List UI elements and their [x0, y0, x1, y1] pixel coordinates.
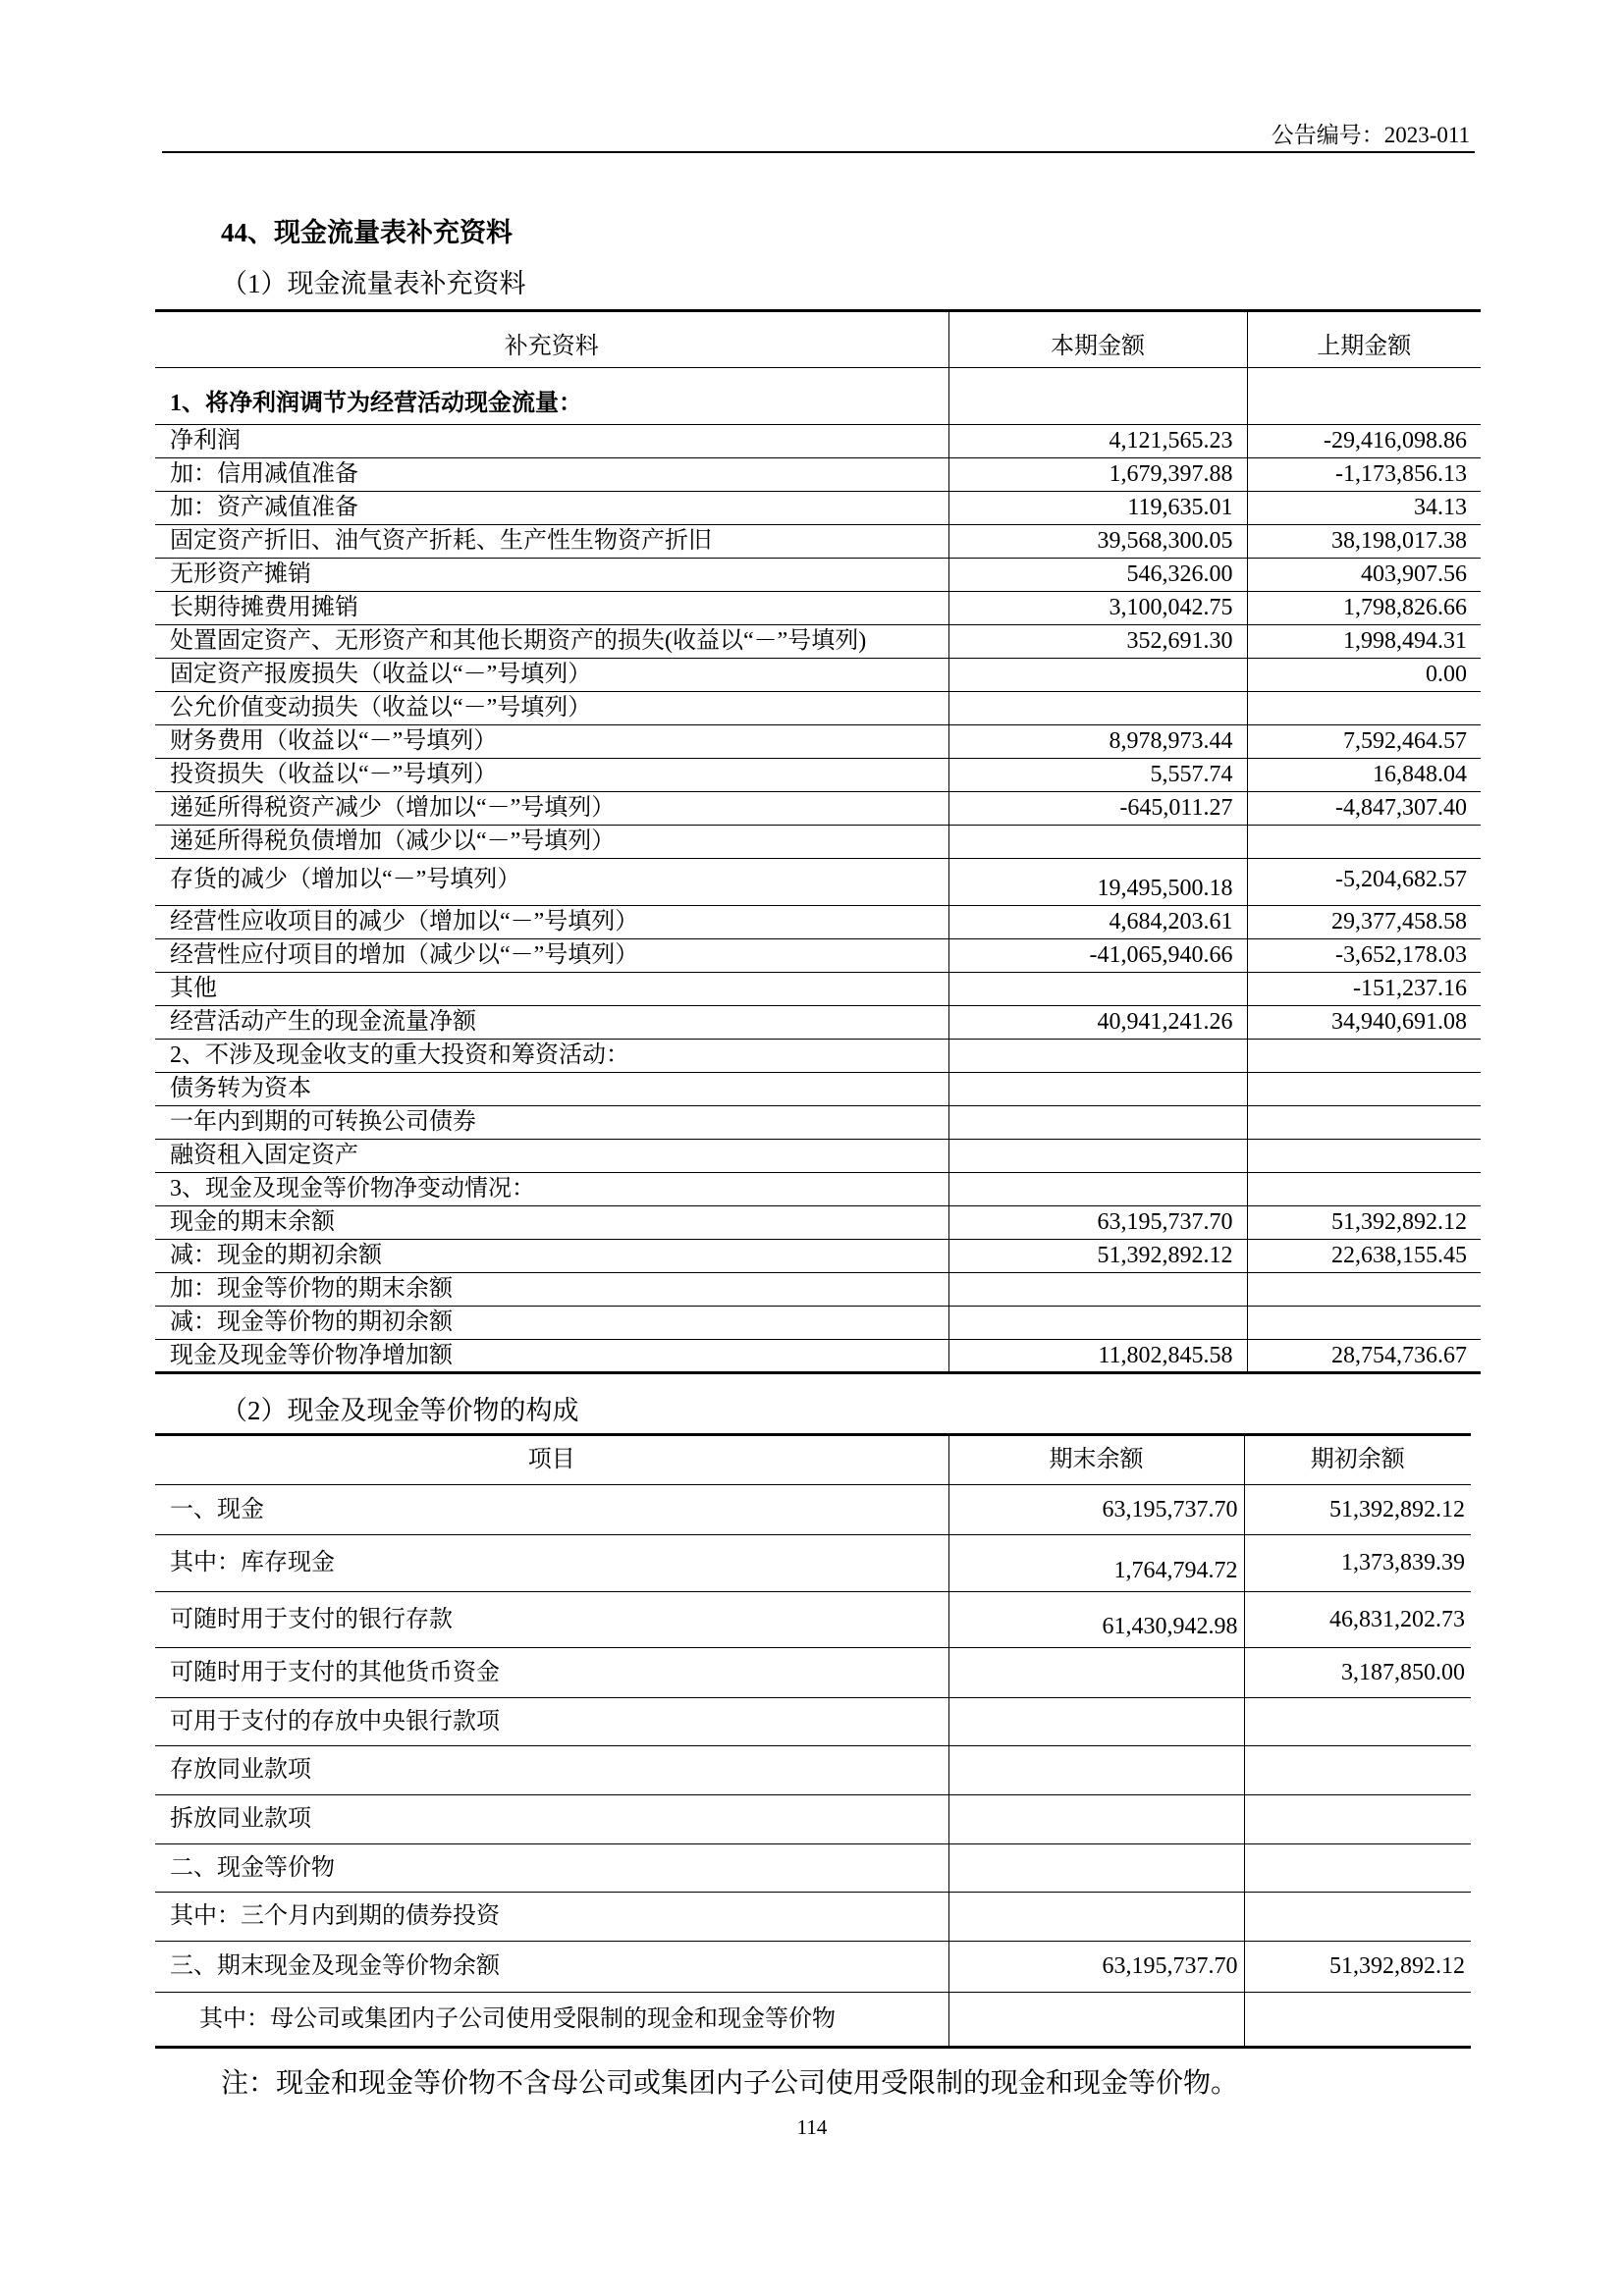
current-period-amount: 40,941,241.26 [948, 1006, 1247, 1040]
table-row [155, 792, 1481, 826]
current-period-amount: -645,011.27 [948, 792, 1247, 826]
current-period-amount [948, 659, 1247, 692]
ending-balance [948, 1795, 1244, 1844]
beginning-balance [1244, 1993, 1471, 2048]
current-period-amount [948, 692, 1247, 725]
beginning-balance: 1,373,839.39 [1244, 1535, 1471, 1592]
previous-period-amount [1247, 1073, 1481, 1106]
row-label: 财务费用（收益以“－”号填列） [155, 725, 948, 759]
beginning-balance: 46,831,202.73 [1244, 1592, 1471, 1648]
previous-period-amount: 0.00 [1247, 659, 1481, 692]
row-label: 一年内到期的可转换公司债券 [155, 1106, 948, 1140]
row-label: 其他 [155, 973, 948, 1006]
previous-period-amount [1247, 1140, 1481, 1173]
row-label: 公允价值变动损失（收益以“－”号填列） [155, 692, 948, 725]
ending-balance: 63,195,737.70 [948, 1942, 1244, 1993]
previous-period-amount: -151,237.16 [1247, 973, 1481, 1006]
column-header-item: 补充资料 [155, 311, 948, 368]
item-label: 可随时用于支付的其他货币资金 [155, 1648, 948, 1698]
previous-period-amount: -1,173,856.13 [1247, 458, 1481, 492]
previous-period-amount: 7,592,464.57 [1247, 725, 1481, 759]
beginning-balance: 51,392,892.12 [1244, 1942, 1471, 1993]
previous-period-amount: -3,652,178.03 [1247, 939, 1481, 973]
row-label: 加：资产减值准备 [155, 492, 948, 525]
item-label: 可用于支付的存放中央银行款项 [155, 1698, 948, 1746]
previous-period-amount [1247, 1273, 1481, 1307]
item-label: 其中：三个月内到期的债券投资 [155, 1893, 948, 1942]
table-row [155, 906, 1481, 939]
current-period-amount [948, 1140, 1247, 1173]
table1-caption: （1）现金流量表补充资料 [221, 269, 526, 298]
current-period-amount: 546,326.00 [948, 559, 1247, 592]
ending-balance [948, 1746, 1244, 1795]
item-label: 其中：母公司或集团内子公司使用受限制的现金和现金等价物 [155, 1993, 948, 2048]
beginning-balance: 3,187,850.00 [1244, 1648, 1471, 1698]
ending-balance [948, 1893, 1244, 1942]
previous-period-amount [1247, 1307, 1481, 1340]
table-row [155, 1795, 1471, 1844]
table-row [155, 939, 1481, 973]
row-label: 减：现金的期初余额 [155, 1240, 948, 1273]
table-row [155, 1893, 1471, 1942]
row-label: 无形资产摊销 [155, 559, 948, 592]
table-header-row [155, 1435, 1471, 1485]
beginning-balance [1244, 1698, 1471, 1746]
previous-period-amount [1247, 692, 1481, 725]
table-row [155, 458, 1481, 492]
table-row [155, 1273, 1481, 1307]
table-row [155, 659, 1481, 692]
table-row [155, 1073, 1481, 1106]
current-period-amount: 5,557.74 [948, 759, 1247, 792]
row-label: 经营性应付项目的增加（减少以“－”号填列） [155, 939, 948, 973]
previous-period-amount: 403,907.56 [1247, 559, 1481, 592]
previous-period-amount [1247, 1106, 1481, 1140]
table-row [155, 859, 1481, 906]
table-row [155, 1040, 1481, 1073]
row-label: 投资损失（收益以“－”号填列） [155, 759, 948, 792]
current-period-amount [948, 1073, 1247, 1106]
row-label: 固定资产报废损失（收益以“－”号填列） [155, 659, 948, 692]
table-row [155, 1106, 1481, 1140]
row-label: 现金及现金等价物净增加额 [155, 1340, 948, 1373]
beginning-balance [1244, 1844, 1471, 1893]
row-label: 融资租入固定资产 [155, 1140, 948, 1173]
current-period-amount: 39,568,300.05 [948, 525, 1247, 559]
row-label: 递延所得税负债增加（减少以“－”号填列） [155, 826, 948, 859]
table-row [155, 1698, 1471, 1746]
table-row [155, 1140, 1481, 1173]
beginning-balance [1244, 1795, 1471, 1844]
header-divider [162, 151, 1475, 153]
row-label: 加：现金等价物的期末余额 [155, 1273, 948, 1307]
current-period-amount: 119,635.01 [948, 492, 1247, 525]
item-label: 其中：库存现金 [155, 1535, 948, 1592]
beginning-balance: 51,392,892.12 [1244, 1485, 1471, 1535]
table-row [155, 525, 1481, 559]
page-number: 114 [796, 2115, 828, 2139]
previous-period-amount: 38,198,017.38 [1247, 525, 1481, 559]
ending-balance [948, 1993, 1244, 2048]
announcement-number: 公告编号：2023-011 [1271, 123, 1470, 147]
current-period-amount: -41,065,940.66 [948, 939, 1247, 973]
row-label: 递延所得税资产减少（增加以“－”号填列） [155, 792, 948, 826]
table-row [155, 1993, 1471, 2048]
table-row [155, 492, 1481, 525]
current-period-amount [948, 368, 1247, 425]
current-period-amount [948, 1307, 1247, 1340]
row-label: 加：信用减值准备 [155, 458, 948, 492]
row-label: 净利润 [155, 425, 948, 458]
column-header-ending-balance: 期末余额 [948, 1435, 1244, 1485]
row-label: 经营活动产生的现金流量净额 [155, 1006, 948, 1040]
table-row [155, 1535, 1471, 1592]
item-label: 存放同业款项 [155, 1746, 948, 1795]
table-row [155, 759, 1481, 792]
previous-period-amount: 29,377,458.58 [1247, 906, 1481, 939]
table-row [155, 1206, 1481, 1240]
column-header-beginning-balance: 期初余额 [1244, 1435, 1471, 1485]
previous-period-amount: 34.13 [1247, 492, 1481, 525]
table-row [155, 1746, 1471, 1795]
row-label: 固定资产折旧、油气资产折耗、生产性生物资产折旧 [155, 525, 948, 559]
table-row [155, 826, 1481, 859]
current-period-amount: 19,495,500.18 [948, 859, 1247, 906]
table-row [155, 1844, 1471, 1893]
table-row [155, 725, 1481, 759]
previous-period-amount: 16,848.04 [1247, 759, 1481, 792]
ending-balance [948, 1648, 1244, 1698]
current-period-amount: 352,691.30 [948, 625, 1247, 659]
current-period-amount: 11,802,845.58 [948, 1340, 1247, 1373]
previous-period-amount: -29,416,098.86 [1247, 425, 1481, 458]
row-label: 减：现金等价物的期初余额 [155, 1307, 948, 1340]
table-row [155, 973, 1481, 1006]
previous-period-amount: -5,204,682.57 [1247, 859, 1481, 906]
row-label: 存货的减少（增加以“－”号填列） [155, 859, 948, 906]
previous-period-amount: -4,847,307.40 [1247, 792, 1481, 826]
table-row [155, 1942, 1471, 1993]
current-period-amount [948, 1040, 1247, 1073]
table-row [155, 1340, 1481, 1373]
item-label: 一、现金 [155, 1485, 948, 1535]
section-title: 44、现金流量表补充资料 [221, 218, 513, 247]
previous-period-amount [1247, 1040, 1481, 1073]
row-label: 3、现金及现金等价物净变动情况： [155, 1173, 948, 1206]
row-label: 处置固定资产、无形资产和其他长期资产的损失(收益以“－”号填列) [155, 625, 948, 659]
current-period-amount: 4,684,203.61 [948, 906, 1247, 939]
previous-period-amount: 28,754,736.67 [1247, 1340, 1481, 1373]
table-row [155, 559, 1481, 592]
table-row [155, 1173, 1481, 1206]
beginning-balance [1244, 1893, 1471, 1942]
table-row [155, 1592, 1471, 1648]
table-row [155, 1307, 1481, 1340]
row-label: 债务转为资本 [155, 1073, 948, 1106]
row-label: 长期待摊费用摊销 [155, 592, 948, 625]
current-period-amount: 4,121,565.23 [948, 425, 1247, 458]
current-period-amount [948, 973, 1247, 1006]
table-row [155, 1006, 1481, 1040]
column-header-previous-period: 上期金额 [1247, 311, 1481, 368]
column-header-item: 项目 [155, 1435, 948, 1485]
current-period-amount [948, 826, 1247, 859]
ending-balance [948, 1844, 1244, 1893]
current-period-amount: 63,195,737.70 [948, 1206, 1247, 1240]
beginning-balance [1244, 1746, 1471, 1795]
current-period-amount: 51,392,892.12 [948, 1240, 1247, 1273]
current-period-amount [948, 1106, 1247, 1140]
row-label: 1、将净利润调节为经营活动现金流量： [155, 368, 948, 425]
table-row [155, 625, 1481, 659]
table-header-row [155, 311, 1481, 368]
row-label: 现金的期末余额 [155, 1206, 948, 1240]
item-label: 三、期末现金及现金等价物余额 [155, 1942, 948, 1993]
table-row [155, 368, 1481, 425]
previous-period-amount: 22,638,155.45 [1247, 1240, 1481, 1273]
ending-balance [948, 1698, 1244, 1746]
previous-period-amount: 1,998,494.31 [1247, 625, 1481, 659]
current-period-amount: 3,100,042.75 [948, 592, 1247, 625]
ending-balance: 63,195,737.70 [948, 1485, 1244, 1535]
table-row [155, 1240, 1481, 1273]
ending-balance: 61,430,942.98 [948, 1592, 1244, 1648]
current-period-amount [948, 1273, 1247, 1307]
previous-period-amount: 34,940,691.08 [1247, 1006, 1481, 1040]
footnote: 注：现金和现金等价物不含母公司或集团内子公司使用受限制的现金和现金等价物。 [221, 2068, 1239, 2099]
table-row [155, 692, 1481, 725]
current-period-amount: 1,679,397.88 [948, 458, 1247, 492]
table-row [155, 1648, 1471, 1698]
row-label: 经营性应收项目的减少（增加以“－”号填列） [155, 906, 948, 939]
item-label: 拆放同业款项 [155, 1795, 948, 1844]
cash-equivalents-composition-table [155, 1433, 1471, 2049]
current-period-amount [948, 1173, 1247, 1206]
current-period-amount: 8,978,973.44 [948, 725, 1247, 759]
previous-period-amount: 1,798,826.66 [1247, 592, 1481, 625]
table-row [155, 1485, 1471, 1535]
previous-period-amount: 51,392,892.12 [1247, 1206, 1481, 1240]
previous-period-amount [1247, 826, 1481, 859]
cash-flow-supplement-table [155, 309, 1481, 1374]
item-label: 可随时用于支付的银行存款 [155, 1592, 948, 1648]
table-row [155, 425, 1481, 458]
column-header-current-period: 本期金额 [948, 311, 1247, 368]
item-label: 二、现金等价物 [155, 1844, 948, 1893]
row-label: 2、不涉及现金收支的重大投资和筹资活动： [155, 1040, 948, 1073]
previous-period-amount [1247, 1173, 1481, 1206]
previous-period-amount [1247, 368, 1481, 425]
table2-caption: （2）现金及现金等价物的构成 [221, 1396, 579, 1425]
ending-balance: 1,764,794.72 [948, 1535, 1244, 1592]
table-row [155, 592, 1481, 625]
